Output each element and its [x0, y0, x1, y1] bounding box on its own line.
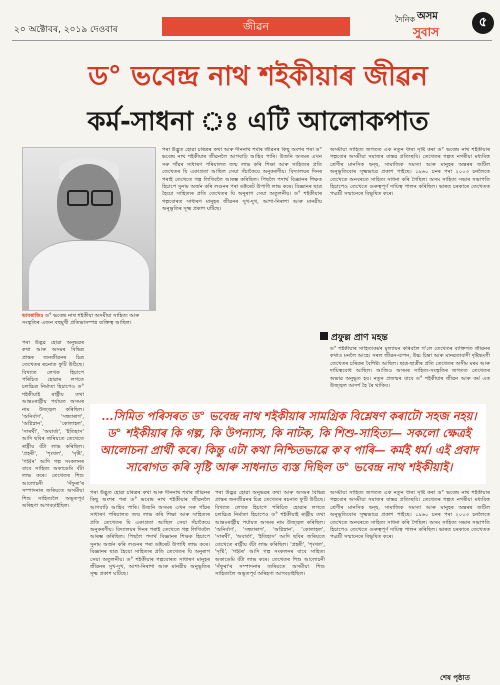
continued-note: শেষ পৃষ্ঠাত [440, 674, 470, 682]
byline-marker-icon [320, 332, 328, 340]
page-number-badge: ৫ [472, 12, 494, 34]
author-name: প্ৰফুল্ল প্ৰাণ মহন্ত [331, 333, 388, 343]
body-column-2-bottom: পৰা উদ্ভুত হোৱা চৰিত্ৰৰ কথা আৰু দীননাথ শৰ্মাৰ জীৱনৰ কিছু অংশৰ পৰা ড° ভবেন্দ্ৰ নাথ শইকীয়াৰ জীৱনলৈ আগবাঢ়ি আহিব পাৰি। উজনি অসমৰ এখন সৰু গাঁৱৰ সাধাৰণ পৰিয়ালত জন্ম লাভ কৰি শিক্ষা আৰু সাহিত্যৰ প্ৰতি তেখেতৰ যি একাগ্ৰতা আছিল সেয়া সঁচাকৈয়ে অনুকৰণীয়। বিদ্যালয়ৰ দিনৰ পৰাই তেখেতে গল্প লিখিবলৈ আৰম্ভ কৰিছিল। পিছলৈ পদাৰ্থ বিজ্ঞানৰ শিক্ষক হিচাপে সুনাম অৰ্জন কৰি লণ্ডনৰ পৰা ডক্টৰেট উপাধি লাভ কৰে। বিজ্ঞানৰ ছাত্ৰ হৈয়ো সাহিত্যৰ প্ৰতি তেখেতৰ যি অনুৰাগ সেয়া অতুলনীয়। ড° শইকীয়াৰ গল্পবোৰত সাধাৰণ মানুহৰ জীৱনৰ সুখ-দুখ, আশা-নিৰাশা আৰু মানৱীয় অনুভূতিৰ সূক্ষ্ম প্ৰকাশ ঘটিছে। [90, 490, 210, 578]
masthead-logo [395, 8, 467, 42]
body-column-1: পৰা উদ্ভৱ হোৱা অনুভৱৰ কথা আৰু অসমৰ বিভিন্ন প্ৰান্তৰ জনজীৱনৰ চিত্ৰ তেখেতৰ ৰচনাত ফুটি উঠিছে। বিখ্যাত লেখক হিচাপে পৰিচিত হোৱাৰ লগতে চলচ্চিত্ৰ নিৰ্মাতা হিচাপেও ড° শইকীয়াই ৰাষ্ট্ৰীয় তথা আন্তঃৰাষ্ট্ৰীয় পৰ্যায়ত অসমৰ নাম উজ্জ্বল কৰিছিল। 'অনিৰ্বাণ', 'সন্ধ্যাৰাগ', 'অগ্নিস্নান', 'কোলাহল', 'সাৰথী', 'অবাৰ্তা', 'ইতিহাস' আদি ছবিৰ জৰিয়তে তেখেতে ৰাষ্ট্ৰীয় বঁটা লাভ কৰিছিল। 'প্ৰহৰী', 'শৃংখল', 'সৃষ্টি', 'গহ্বৰ' আদি গল্প সংকলনৰ বাবে সাহিত্য অকাডেমি বঁটা লাভ কৰে। তেখেতৰ শিশু আলোচনী 'সঁফুৰা'ৰ সম্পাদনাৰ জৰিয়তে অসমীয়া শিশু সাহিত্যলৈ অভূতপূৰ্ব অৰিহণা আগবঢ়াইছিল। [22, 340, 84, 509]
body-column-4-bottom: অসমীয়া সাহিত্য জগতত এক নতুন ধাৰা সৃষ্টি কৰা ড° ভবেন্দ্ৰ নাথ শইকীয়াৰ গল্পবোৰ অসমীয়া সমাজৰ বাস্তৱ প্ৰতিচ্ছবি। তেখেতৰ গল্পত নগৰীয়া মধ্যবিত্ত শ্ৰেণীৰ মানসিক দ্বন্দ্ব, সামাজিক সমস্যা আৰু মানুহৰ অন্তৰৰ জটিল অনুভূতিবোৰ সূক্ষ্মভাৱে প্ৰকাশ পাইছে। ১৯৬০ চনৰ পৰা ২০০৩ চনলৈকে তেখেতে অনবৰতে সাহিত্য সাধনা কৰি গৈছিল। অসম সাহিত্য সভাৰ সভাপতি হিচাপেও তেখেতে গুৰুত্বপূৰ্ণ দায়িত্ব পালন কৰিছিল। ভাৰত চৰকাৰে তেখেতক পদ্মশ্ৰী সন্মানেৰে বিভূষিত কৰে। [330, 490, 490, 541]
brand-prefix: দৈনিক [395, 15, 416, 24]
brand-sub: সুবাস [413, 25, 440, 39]
pull-quote-box [90, 404, 486, 484]
portrait-photo [22, 147, 156, 311]
section-banner [162, 17, 350, 36]
photo-caption-name: ভাবৰাজিঃ [22, 313, 44, 319]
header-divider [12, 40, 492, 41]
section-label: জীৱন [243, 20, 269, 33]
body-column-3-mid: ড° শইকীয়াৰ সাহিত্যকৰ্মৰ মূল্যায়ন কৰিবলৈ গ'লে তেখেতৰ ব্যক্তিগত জীৱনৰ কথাও মনলৈ আহে। সৰল জীৱন-যাপন, উচ্চ চিন্তা আৰু মানৱতাবাদী দৃষ্টিভংগী তেখেতৰ চৰিত্ৰৰ বৈশিষ্ট্য আছিল। ছাত্ৰ-ছাত্ৰীৰ প্ৰতি তেখেতৰ অসীম মৰম আৰু দায়িত্ববোধ আছিল। আজিও অসমৰ সাহিত্য-সংস্কৃতিৰ জগতত তেখেতৰ অভাৱ অনুভূত হয়। নতুন প্ৰজন্মৰ বাবে ড° শইকীয়াৰ জীৱন আৰু কৰ্ম এক উজ্জ্বল আদৰ্শ হৈ ৰৈ থাকিব। [330, 346, 490, 390]
photo-caption-text: ড° ভবেন্দ্ৰ নাথ শইকীয়া অসমীয়া সাহিত্য আৰু সংস্কৃতিৰ এজন বহুমুখী প্ৰতিভাসম্পন্ন ব্যক্তিত্ব আছিল। [22, 313, 140, 327]
portrait-glasses-left [67, 190, 89, 206]
brand-name: অসম [417, 11, 438, 22]
portrait-glasses-right [91, 190, 113, 206]
author-byline [320, 330, 388, 345]
portrait-shirt [29, 240, 149, 311]
photo-caption [22, 313, 154, 328]
body-column-3-bottom: পৰা উদ্ভৱ হোৱা অনুভৱৰ কথা আৰু অসমৰ বিভিন্ন প্ৰান্তৰ জনজীৱনৰ চিত্ৰ তেখেতৰ ৰচনাত ফুটি উঠিছে। বিখ্যাত লেখক হিচাপে পৰিচিত হোৱাৰ লগতে চলচ্চিত্ৰ নিৰ্মাতা হিচাপেও ড° শইকীয়াই ৰাষ্ট্ৰীয় তথা আন্তঃৰাষ্ট্ৰীয় পৰ্যায়ত অসমৰ নাম উজ্জ্বল কৰিছিল। 'অনিৰ্বাণ', 'সন্ধ্যাৰাগ', 'অগ্নিস্নান', 'কোলাহল', 'সাৰথী', 'অবাৰ্তা', 'ইতিহাস' আদি ছবিৰ জৰিয়তে তেখেতে ৰাষ্ট্ৰীয় বঁটা লাভ কৰিছিল। 'প্ৰহৰী', 'শৃংখল', 'সৃষ্টি', 'গহ্বৰ' আদি গল্প সংকলনৰ বাবে সাহিত্য অকাডেমি বঁটা লাভ কৰে। তেখেতৰ শিশু আলোচনী 'সঁফুৰা'ৰ সম্পাদনাৰ জৰিয়তে অসমীয়া শিশু সাহিত্যলৈ অভূতপূৰ্ব অৰিহণা আগবঢ়াইছিল। [215, 490, 325, 578]
pull-quote: ...সিমিত পৰিসৰত ড° ভবেন্দ্ৰ নাথ শইকীয়াৰ সামগ্ৰিক বিশ্লেষণ কৰাটো সহজ নহয়। ড° শইকীয়াৰ কি গল্প, কি উপন্যাস, কি নাটক, কি শিশু-সাহিত্য— সকলো ক্ষেত্ৰই আলোচনা প্ৰাৰ্থী কৰে। কিন্তু এটা কথা নিশ্চিতভাৱে ক'ব পাৰি— কৰ্মই ধৰ্ম। এই প্ৰবাদ সাৰোগত কৰি সৃষ্টি আৰু সাধনাত ব্যস্ত দিছিল ড° ভবেন্দ্ৰ নাথ শইকীয়াই। [100, 409, 479, 474]
article-subtitle: কৰ্ম-সাধনা ঃ এটি আলোকপাত [87, 107, 429, 137]
page-header [0, 0, 500, 50]
issue-date: ২০ অক্টোবৰ, ২০১৯ দেওবাৰ [14, 25, 118, 35]
body-column-2-top: পৰা উদ্ভুত হোৱা চৰিত্ৰৰ কথা আৰু দীননাথ শৰ্মাৰ জীৱনৰ কিছু অংশৰ পৰা ড° ভবেন্দ্ৰ নাথ শইকীয়াৰ জীৱনলৈ আগবাঢ়ি আহিব পাৰি। উজনি অসমৰ এখন সৰু গাঁৱৰ সাধাৰণ পৰিয়ালত জন্ম লাভ কৰি শিক্ষা আৰু সাহিত্যৰ প্ৰতি তেখেতৰ যি একাগ্ৰতা আছিল সেয়া সঁচাকৈয়ে অনুকৰণীয়। বিদ্যালয়ৰ দিনৰ পৰাই তেখেতে গল্প লিখিবলৈ আৰম্ভ কৰিছিল। পিছলৈ পদাৰ্থ বিজ্ঞানৰ শিক্ষক হিচাপে সুনাম অৰ্জন কৰি লণ্ডনৰ পৰা ডক্টৰেট উপাধি লাভ কৰে। বিজ্ঞানৰ ছাত্ৰ হৈয়ো সাহিত্যৰ প্ৰতি তেখেতৰ যি অনুৰাগ সেয়া অতুলনীয়। ড° শইকীয়াৰ গল্পবোৰত সাধাৰণ মানুহৰ জীৱনৰ সুখ-দুখ, আশা-নিৰাশা আৰু মানৱীয় অনুভূতিৰ সূক্ষ্ম প্ৰকাশ ঘটিছে। [162, 147, 322, 213]
article-title: ড° ভবেন্দ্ৰ নাথ শইকীয়াৰ জীৱন [88, 61, 428, 92]
body-column-3-top: অসমীয়া সাহিত্য জগতত এক নতুন ধাৰা সৃষ্টি কৰা ড° ভবেন্দ্ৰ নাথ শইকীয়াৰ গল্পবোৰ অসমীয়া সমাজৰ বাস্তৱ প্ৰতিচ্ছবি। তেখেতৰ গল্পত নগৰীয়া মধ্যবিত্ত শ্ৰেণীৰ মানসিক দ্বন্দ্ব, সামাজিক সমস্যা আৰু মানুহৰ অন্তৰৰ জটিল অনুভূতিবোৰ সূক্ষ্মভাৱে প্ৰকাশ পাইছে। ১৯৬০ চনৰ পৰা ২০০৩ চনলৈকে তেখেতে অনবৰতে সাহিত্য সাধনা কৰি গৈছিল। অসম সাহিত্য সভাৰ সভাপতি হিচাপেও তেখেতে গুৰুত্বপূৰ্ণ দায়িত্ব পালন কৰিছিল। ভাৰত চৰকাৰে তেখেতক পদ্মশ্ৰী সন্মানেৰে বিভূষিত কৰে। [330, 147, 490, 198]
